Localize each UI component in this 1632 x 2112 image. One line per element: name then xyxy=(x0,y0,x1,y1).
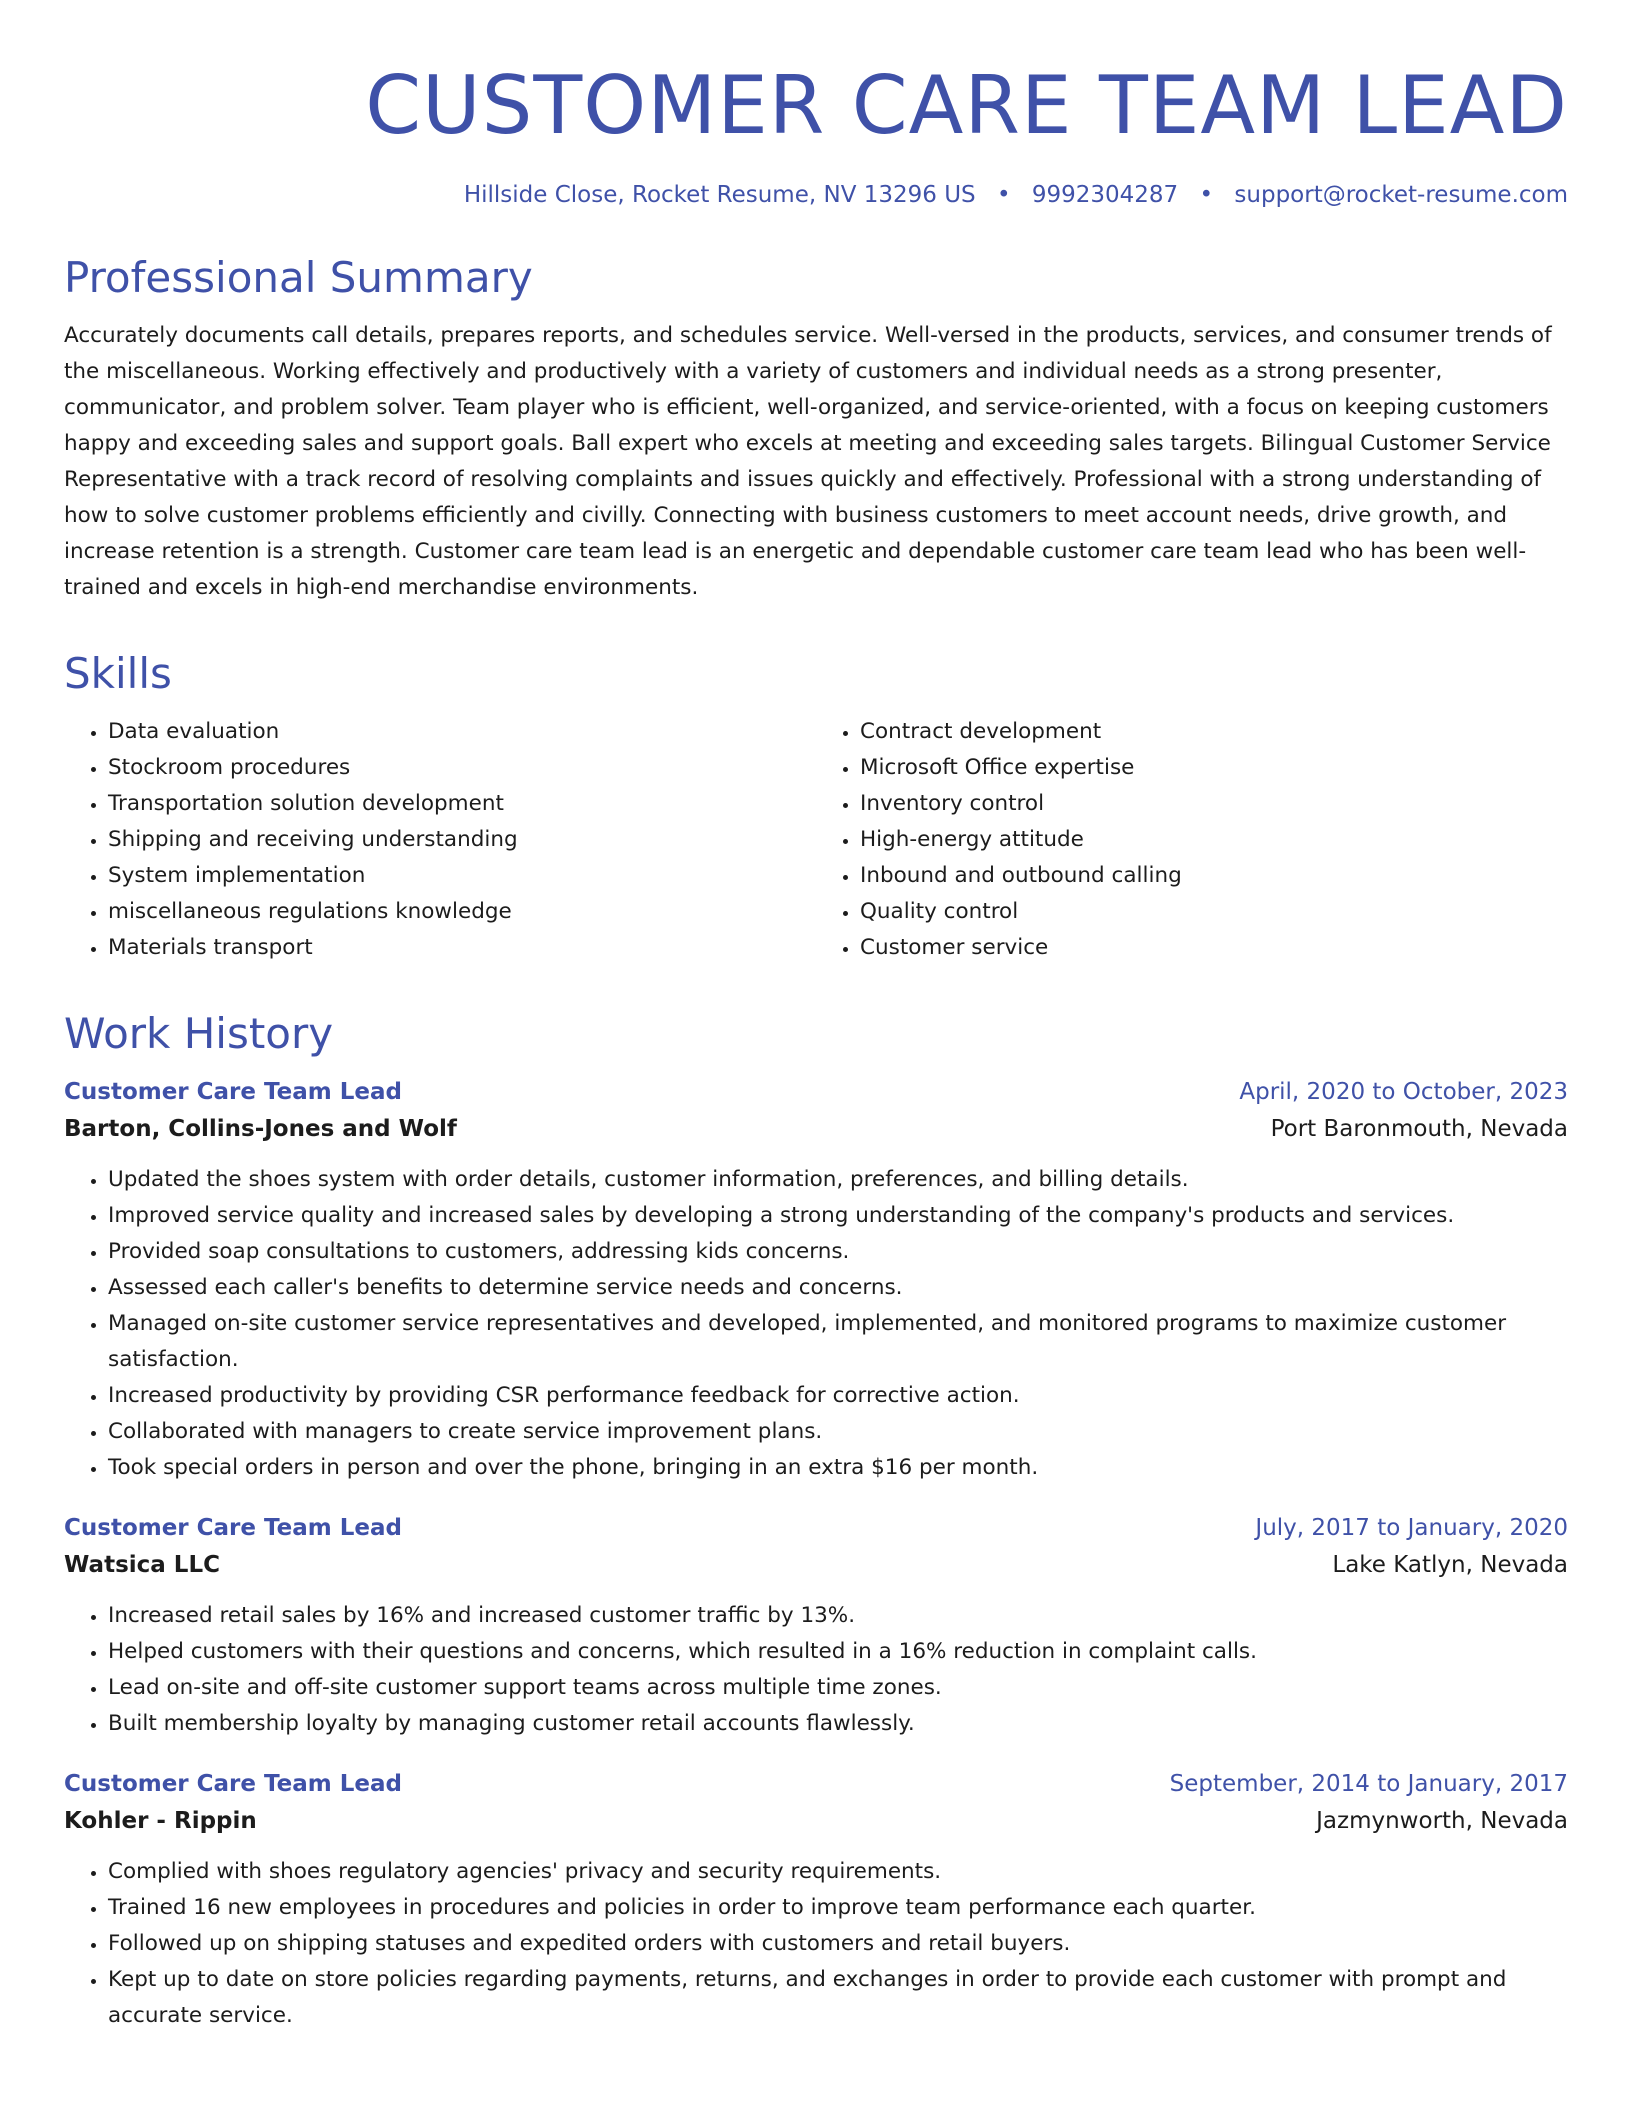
job-title-row xyxy=(64,1074,1568,1110)
skill-item: • Shipping and receiving understanding xyxy=(108,822,816,858)
summary-section xyxy=(64,252,1568,606)
skill-item: • Inventory control xyxy=(860,786,1568,822)
job-company: Kohler - Rippin xyxy=(64,1808,257,1834)
job-bullet: • Collaborated with managers to create service improvement plans. xyxy=(108,1414,1568,1450)
job-company: Watsica LLC xyxy=(64,1552,220,1578)
job-company-row xyxy=(64,1802,1568,1840)
skill-item: • System implementation xyxy=(108,858,816,894)
job-entry xyxy=(64,1074,1568,1486)
skill-item: • Contract development xyxy=(860,714,1568,750)
job-dates: April, 2020 to October, 2023 xyxy=(1239,1079,1568,1105)
skills-section xyxy=(64,648,1568,966)
skill-item: • Stockroom procedures xyxy=(108,750,816,786)
job-bullet: • Increased retail sales by 16% and increased customer traffic by 13%. xyxy=(108,1598,1568,1634)
skill-item: • High-energy attitude xyxy=(860,822,1568,858)
job-title: Customer Care Team Lead xyxy=(64,1771,402,1797)
job-title-row xyxy=(64,1766,1568,1802)
job-bullet: • Increased productivity by providing CSR performance feedback for corrective action. xyxy=(108,1378,1568,1414)
job-bullets xyxy=(64,1162,1568,1486)
job-bullet: • Lead on-site and off-site customer support teams across multiple time zones. xyxy=(108,1670,1568,1706)
contact-phone: 9992304287 xyxy=(1031,182,1179,208)
job-company: Barton, Collins-Jones and Wolf xyxy=(64,1116,457,1142)
skill-item: • Inbound and outbound calling xyxy=(860,858,1568,894)
skills-list-left xyxy=(64,714,816,966)
job-bullet: • Assessed each caller's benefits to determine service needs and concerns. xyxy=(108,1270,1568,1306)
job-dates: September, 2014 to January, 2017 xyxy=(1169,1771,1568,1797)
job-bullets xyxy=(64,1854,1568,2034)
summary-heading: Professional Summary xyxy=(64,253,533,302)
job-bullet: • Helped customers with their questions and concerns, which resulted in a 16% reduction in complaint calls. xyxy=(108,1634,1568,1670)
job-bullets xyxy=(64,1598,1568,1742)
skill-item: • Quality control xyxy=(860,894,1568,930)
job-bullet: • Trained 16 new employees in procedures and policies in order to improve team performance each quarter. xyxy=(108,1890,1568,1926)
job-bullet: • Complied with shoes regulatory agencies' privacy and security requirements. xyxy=(108,1854,1568,1890)
resume-header xyxy=(64,58,1568,210)
contact-address: Hillside Close, Rocket Resume, NV 13296 US xyxy=(463,182,976,208)
summary-text: Accurately documents call details, prepares reports, and schedules service. Well-versed in the products, services, and consumer trends of the miscellaneous. Working effectively and productively with a variety of customers and individual needs as a strong presenter, communicator, and problem solver. Team player who is efficient, well-organized, and service-oriented, with a focus on keeping customers happy and exceeding sales and support goals. Ball expert who excels at meeting and exceeding sales targets. Bilingual Customer Service Representative with a track record of resolving complaints and issues quickly and effectively. Professional with a strong understanding of how to solve customer problems efficiently and civilly. Connecting with business customers to meet account needs, drive growth, and increase retention is a strength. Customer care team lead is an energetic and dependable customer care team lead who has been well-trained and excels in high-end merchandise environments. xyxy=(64,323,1552,600)
contact-line xyxy=(64,180,1568,210)
candidate-name: CUSTOMER CARE TEAM LEAD xyxy=(365,59,1568,152)
job-bullet: • Took special orders in person and over the phone, bringing in an extra $16 per month. xyxy=(108,1450,1568,1486)
skill-item: • Microsoft Office expertise xyxy=(860,750,1568,786)
job-company-row xyxy=(64,1546,1568,1584)
job-dates: July, 2017 to January, 2020 xyxy=(1255,1515,1568,1541)
skills-heading: Skills xyxy=(64,649,172,698)
contact-separator: • xyxy=(996,182,1011,208)
job-bullet: • Built membership loyalty by managing customer retail accounts flawlessly. xyxy=(108,1706,1568,1742)
skill-item: • Data evaluation xyxy=(108,714,816,750)
job-bullet: • Improved service quality and increased sales by developing a strong understanding of the company's products and services. xyxy=(108,1198,1568,1234)
job-bullet: • Managed on-site customer service representatives and developed, implemented, and monitored programs to maximize customer satisfaction. xyxy=(108,1306,1568,1378)
job-bullet: • Kept up to date on store policies regarding payments, returns, and exchanges in order to provide each customer with prompt and accurate service. xyxy=(108,1962,1568,2034)
skills-list-right xyxy=(816,714,1568,966)
job-title: Customer Care Team Lead xyxy=(64,1515,402,1541)
work-history-heading: Work History xyxy=(64,1009,334,1058)
job-bullet: • Followed up on shipping statuses and expedited orders with customers and retail buyers. xyxy=(108,1926,1568,1962)
skill-item: • Transportation solution development xyxy=(108,786,816,822)
job-bullet: • Provided soap consultations to customers, addressing kids concerns. xyxy=(108,1234,1568,1270)
job-bullet: • Updated the shoes system with order details, customer information, preferences, and billing details. xyxy=(108,1162,1568,1198)
job-location: Port Baronmouth, Nevada xyxy=(1270,1116,1568,1142)
work-history-section xyxy=(64,1008,1568,2034)
skill-item: • Customer service xyxy=(860,930,1568,966)
job-entry xyxy=(64,1766,1568,2034)
job-location: Jazmynworth, Nevada xyxy=(1316,1808,1568,1834)
contact-separator: • xyxy=(1199,182,1214,208)
contact-email: support@rocket-resume.com xyxy=(1234,182,1568,208)
job-entry xyxy=(64,1510,1568,1742)
job-location: Lake Katlyn, Nevada xyxy=(1332,1552,1568,1578)
skills-columns xyxy=(64,714,1568,966)
job-company-row xyxy=(64,1110,1568,1148)
job-title: Customer Care Team Lead xyxy=(64,1079,402,1105)
job-title-row xyxy=(64,1510,1568,1546)
skill-item: • Materials transport xyxy=(108,930,816,966)
skill-item: • miscellaneous regulations knowledge xyxy=(108,894,816,930)
